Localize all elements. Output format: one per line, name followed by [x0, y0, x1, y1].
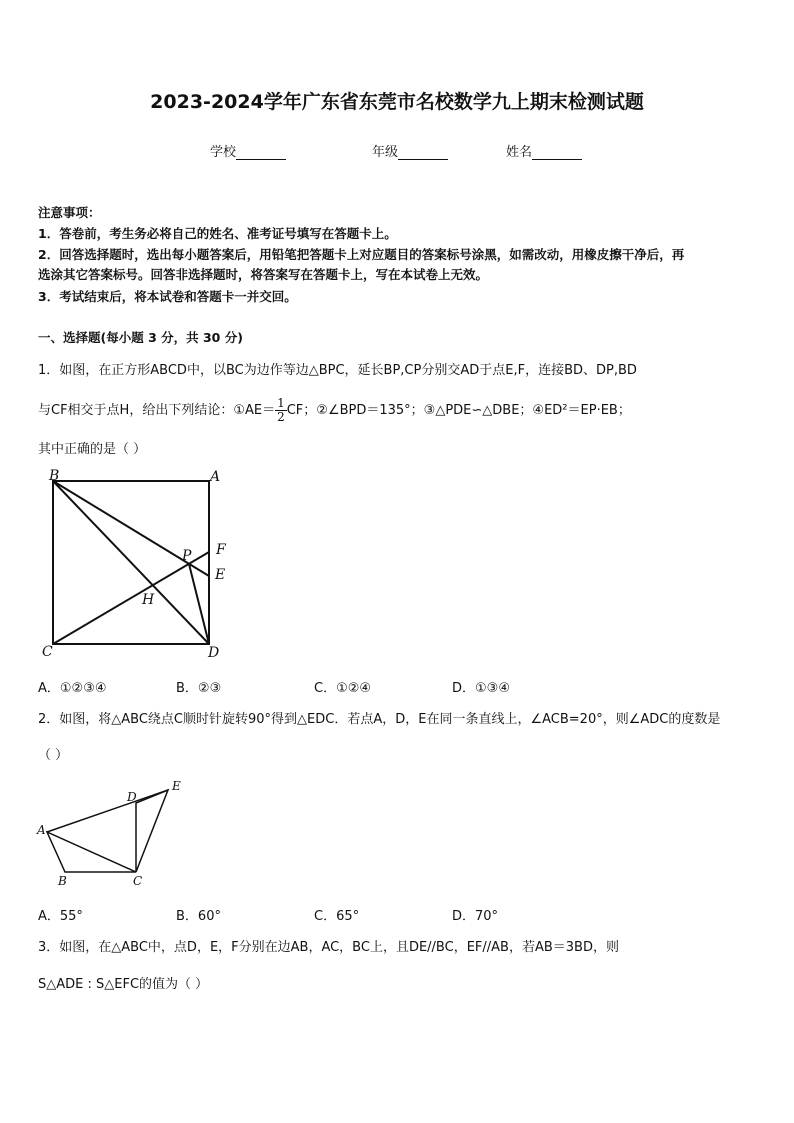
q2-stem-line1: 2．如图，将△ABC绕点C顺时针旋转90°得到△EDC．若点A，D，E在同一条直线上，∠ACB=20°，则∠ADC的度数是: [38, 712, 721, 727]
label-e: E: [215, 567, 226, 583]
page-title: 2023-2024学年广东省东莞市名校数学九上期末检测试题: [150, 91, 644, 113]
label-d: D: [208, 645, 220, 661]
line-ade: [47, 790, 168, 832]
label-b: B: [49, 468, 60, 484]
notice-heading: 注意事项：: [38, 205, 101, 220]
fraction-half: [275, 397, 287, 424]
q3-stem-line2: S△ADE : S△EFC的值为（ ）: [38, 977, 209, 992]
label-d: D: [127, 790, 137, 804]
label-e: E: [172, 779, 181, 793]
notice-item-2-cont: 选涂其它答案标号。回答非选择题时，将答案写在答题卡上，写在本试卷上无效。: [38, 267, 489, 282]
q1-option-c: C．①②④: [314, 681, 372, 696]
line-pd: [189, 564, 209, 644]
q2-figure: [30, 776, 200, 894]
grade-label: 年级: [372, 145, 399, 160]
q3-stem-line1: 3．如图，在△ABC中，点D，E，F分别在边AB，AC，BC上，且DE//BC，EF//AB，若AB＝3BD，则: [38, 940, 619, 955]
grade-field: [372, 141, 448, 160]
triangle-edc: [136, 790, 168, 872]
label-c: C: [42, 644, 53, 660]
label-a: A: [37, 823, 46, 837]
triangle-abc: [47, 832, 136, 872]
q1-option-b: B．②③: [176, 681, 222, 696]
q2-stem-line2: （ ）: [38, 748, 69, 763]
school-label: 学校: [210, 145, 237, 160]
fraction-numerator: 1: [277, 396, 285, 410]
notice-item-1: 1．答卷前，考生务必将自己的姓名、准考证号填写在答题卡上。: [38, 226, 397, 241]
name-field: [506, 141, 582, 160]
q1-stem-part-a: 与CF相交于点H，给出下列结论：①AE＝: [38, 403, 276, 418]
q1-stem-line1: 1．如图，在正方形ABCD中，以BC为边作等边△BPC，延长BP,CP分别交AD于点E,F，连接BD、DP,BD: [38, 363, 637, 378]
q1-stem-part-b: CF；②∠BPD＝135°；③△PDE∽△DBE；④ED²＝EP·EB；: [286, 403, 631, 418]
school-blank: [236, 145, 286, 160]
line-cf: [53, 552, 209, 644]
section-heading: 一、选择题(每小题 3 分，共 30 分): [38, 330, 243, 345]
school-field: [210, 141, 286, 160]
name-blank: [532, 145, 582, 160]
q2-option-b: B．60°: [176, 909, 221, 924]
label-a: A: [210, 469, 221, 485]
q1-stem-line3: 其中正确的是（ ）: [38, 442, 147, 457]
label-b: B: [58, 874, 67, 888]
name-label: 姓名: [506, 145, 533, 160]
label-h: H: [142, 592, 155, 608]
label-p: P: [182, 548, 192, 564]
q2-option-c: C．65°: [314, 909, 360, 924]
q1-stem-line2: [38, 397, 631, 424]
notice-item-2: 2．回答选择题时，选出每小题答案后，用铅笔把答题卡上对应题目的答案标号涂黑，如需改动，用橡皮擦干净后，再: [38, 247, 685, 262]
label-c: C: [133, 874, 143, 888]
fraction-denominator: 2: [277, 410, 285, 424]
grade-blank: [398, 145, 448, 160]
q1-option-a: A．①②③④: [38, 681, 107, 696]
q1-figure: [38, 466, 238, 662]
q2-option-d: D．70°: [452, 909, 499, 924]
label-f: F: [216, 542, 226, 558]
q2-option-a: A．55°: [38, 909, 83, 924]
q1-option-d: D．①③④: [452, 681, 510, 696]
notice-item-3: 3．考试结束后，将本试卷和答题卡一并交回。: [38, 289, 297, 304]
